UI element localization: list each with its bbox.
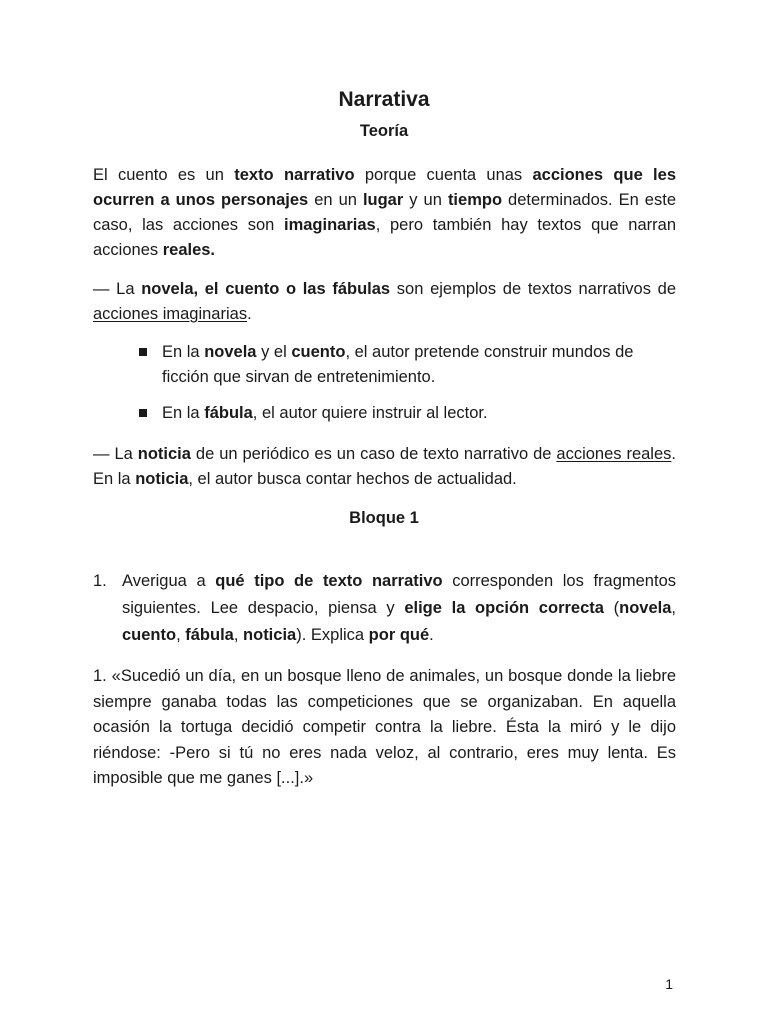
- bullet-square-icon: [139, 409, 147, 417]
- exercise-instructions: Averigua a qué tipo de texto narrativo corresponden los fragmentos siguientes. Lee despacio, piensa y elige la opción correcta (novela, cuento, fábula, noticia). Explica por qué.: [122, 572, 676, 644]
- section-heading: Bloque 1: [349, 509, 419, 527]
- real-actions-paragraph: — La noticia de un periódico es un caso de texto narrativo de acciones reales. En la noticia, el autor busca contar hechos de actualidad.: [93, 445, 676, 488]
- intro-paragraph: El cuento es un texto narrativo porque cuenta unas acciones que les ocurren a unos personajes en un lugar y un tiempo determinados. En este caso, las acciones son imaginarias, pero también hay textos que narran acciones reales.: [93, 166, 676, 259]
- bullet-item-novel: En la novela y el cuento, el autor pretende construir mundos de ficción que sirvan de entretenimiento.: [162, 343, 634, 386]
- document-title: Narrativa: [338, 88, 430, 111]
- imaginary-actions-paragraph: — La novela, el cuento o las fábulas son ejemplos de textos narrativos de acciones imaginarias.: [93, 280, 676, 323]
- bullet-square-icon: [139, 348, 147, 356]
- exercise-item: [93, 568, 676, 649]
- exercise-number: 1.: [93, 572, 107, 590]
- bullet-item-fable: En la fábula, el autor quiere instruir al lector.: [162, 404, 488, 422]
- page-number: 1: [665, 976, 673, 992]
- section-subtitle: Teoría: [359, 122, 409, 140]
- fragment-quote: 1. «Sucedió un día, en un bosque lleno de animales, un bosque donde la liebre siempre ganaba todas las competiciones que se organizaban. En aquella ocasión la tortuga decidió competir contra la liebre. Ésta la miró y le dijo riéndose: -Pero si tú no eres nada veloz, al contrario, eres muy lenta. Es imposible que me ganes [...].»: [93, 667, 676, 787]
